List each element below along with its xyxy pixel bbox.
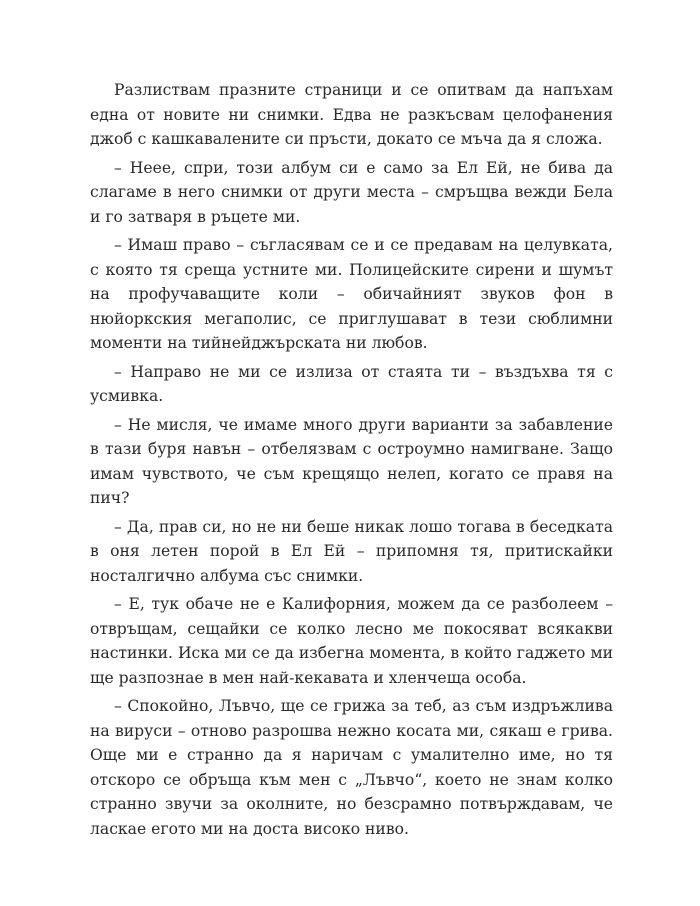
paragraph-7: – Е, тук обаче не е Калифорния, можем да се разболеем – отвръщам, сещайки се колко лесно ме покосяват всякакви настинки. Иска ми се да избегна момента, в който гаджето ми ще разпознае в мен най-кекавата и хленчеща особа. <box>90 595 613 687</box>
paragraph-3: – Имаш право – съгласявам се и се предавам на целувката, с която тя среща устните ми. Полицейските сирени и шумът на профучаващите коли – обичайният звуков фон в нюйоркския мегаполис, се приглушават в тези сюблимни моменти на тийнейджърската ни любов. <box>90 236 613 352</box>
paragraph-4: – Направо не ми се излиза от стаята ти – въздъхва тя с усмивка. <box>90 362 613 405</box>
paragraph-2: – Неее, спри, този албум си е само за Ел Ей, не бива да слагаме в него снимки от други места – смръщва вежди Бела и го затваря в ръцете ми. <box>90 158 613 226</box>
paragraph-8: – Спокойно, Лъвчо, ще се грижа за теб, аз съм издръжлива на вируси – отново разрошва нежно косата ми, сякаш е грива. Още ми е странно да я наричам с умалително име, но тя отскоро се обръща към мен с „Лъвчо“, което не знам колко странно звучи за околните, но безсрамно потвърждавам, че ласкае егото ми на доста високо ниво. <box>90 697 613 838</box>
paragraph-5: – Не мисля, че имаме много други варианти за забавление в тази буря навън – отбелязвам с остроумно намигване. Защо имам чувството, че съм крещящо нелеп, когато се правя на пич? <box>90 415 613 507</box>
paragraph-1: Разлиствам празните страници и се опитвам да напъхам една от новите ни снимки. Едва не разкъсвам целофанения джоб с кашкавалените си пръсти, докато се мъча да я сложа. <box>90 81 613 148</box>
paragraph-6: – Да, прав си, но не ни беше никак лошо тогава в беседката в оня летен порой в Ел Ей – припомня тя, притискайки носталгично албума със снимки. <box>90 517 613 585</box>
page-body <box>90 78 613 845</box>
